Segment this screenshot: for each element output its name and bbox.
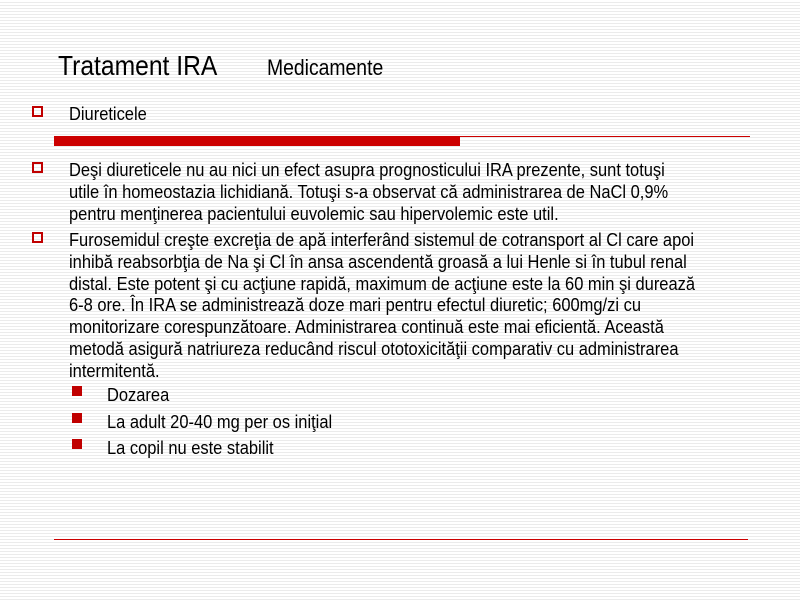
paragraph-line: 6-8 ore. În IRA se administrează doze mari pentru efectul diuretic; 600mg/zi cu — [69, 294, 641, 316]
slide-title — [58, 50, 399, 82]
bullet-diureticele: Diureticele — [69, 103, 147, 124]
title-main: Tratament IRA — [58, 50, 218, 81]
bullet-box-icon — [32, 232, 43, 243]
bullet-box-icon — [32, 162, 43, 173]
divider-bottom — [54, 539, 748, 540]
paragraph-line: Furosemidul creşte excreţia de apă interferând sistemul de cotransport al Cl care apoi — [69, 229, 695, 250]
paragraph-line: distal. Este potent şi cu acţiune rapidă, maximum de acţiune este la 60 min şi durează — [69, 272, 696, 294]
sub-bullet-copil: La copil nu este stabilit — [107, 437, 274, 458]
paragraph-line: inhibă reabsorbţia de Na şi Cl în ansa ascendentă groasă a lui Henle si în tubul renal — [69, 250, 687, 272]
bullet-square-icon — [72, 386, 82, 396]
paragraph-line: intermitentă. — [69, 359, 160, 381]
bullet-box-icon — [32, 106, 43, 117]
bullet-square-icon — [72, 439, 82, 449]
paragraph-line: pentru menţinerea pacientului euvolemic sau hipervolemic este util. — [69, 202, 559, 224]
sub-bullet-dozarea: Dozarea — [107, 384, 170, 405]
paragraph-line: utile în homeostazia lichidiană. Totuşi s-a observat că administrarea de NaCl 0,9% — [69, 180, 669, 202]
divider-thick — [54, 137, 460, 146]
title-sub: Medicamente — [267, 55, 384, 80]
bullet-square-icon — [72, 413, 82, 423]
paragraph-line: Deşi diureticele nu au nici un efect asupra prognosticului IRA prezente, sunt totuşi — [69, 159, 665, 180]
bullet-paragraph-2 — [69, 229, 695, 382]
sub-bullet-adult: La adult 20-40 mg per os iniţial — [107, 411, 333, 432]
paragraph-line: monitorizare corespunzătoare. Administrarea continuă este mai eficientă. Această — [69, 316, 664, 338]
bullet-paragraph-1 — [69, 159, 668, 224]
paragraph-line: metodă asigură natriureza reducând riscul ototoxicităţii comparativ cu administrarea — [69, 337, 679, 359]
